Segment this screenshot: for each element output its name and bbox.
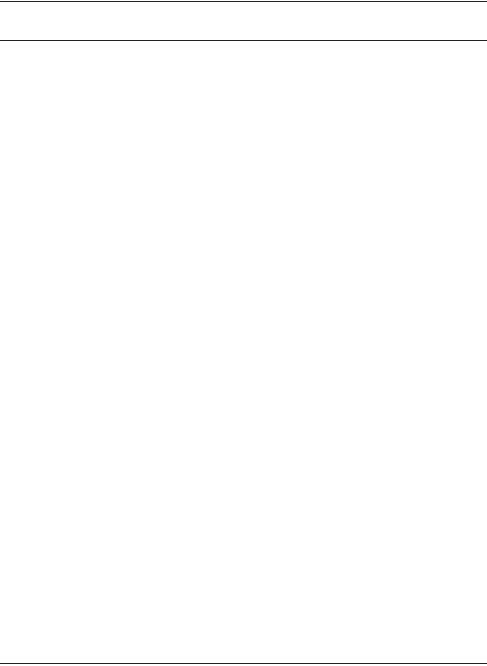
- top-rule: [0, 1, 487, 2]
- bottom-rule: [0, 663, 487, 664]
- header-rule: [0, 40, 487, 41]
